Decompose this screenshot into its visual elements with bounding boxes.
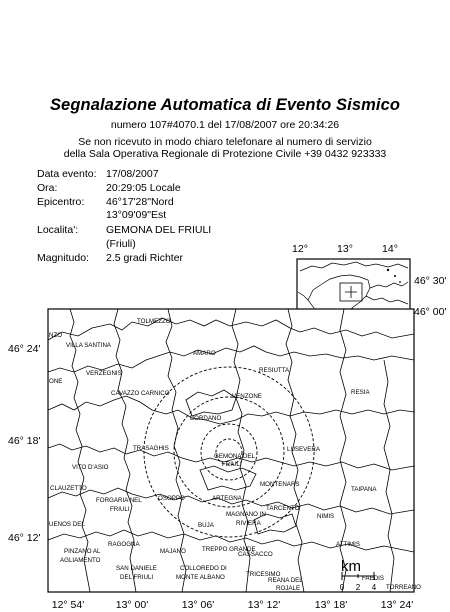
lat-tick: 46° 12' <box>8 532 41 544</box>
inset-lon-tick: 14° <box>382 243 398 255</box>
inset-lon-tick: 13° <box>337 243 353 255</box>
town-label: AGLIAMENTO <box>60 557 101 564</box>
lat-tick: 46° 18' <box>8 435 41 447</box>
longitude-ticks <box>52 599 413 611</box>
report-number: numero 107#4070.1 del 17/08/2007 ore 20:34:26 <box>110 119 340 131</box>
town-label: CAVAZZO CARNICO <box>111 390 170 397</box>
event-date-value: 17/08/2007 <box>106 168 159 180</box>
contact-notice-line-2: della Sala Operativa Regionale di Protezione Civile +39 0432 923333 <box>63 148 387 160</box>
lon-tick: 13° 24' <box>380 599 414 611</box>
town-label: DEL FRIULI <box>120 574 154 581</box>
scale-label: 2 <box>355 583 361 592</box>
town-label: ATTIMIS <box>336 541 360 548</box>
town-label: RESIA <box>351 389 370 396</box>
town-label: ROJALE <box>276 585 301 592</box>
lon-tick: 13° 12' <box>247 599 281 611</box>
town-label: TORREANO <box>386 584 421 591</box>
town-label: AMARO <box>193 350 216 357</box>
town-label: PINZANO AL <box>64 548 101 555</box>
locality-value: GEMONA DEL FRIULI <box>106 224 212 236</box>
magnitude-value: 2.5 gradi Richter <box>106 252 184 264</box>
town-label: TRICESIMO <box>246 571 281 578</box>
epicenter-longitude: 13°09'09"Est <box>106 209 167 221</box>
town-label: NZO <box>49 332 63 339</box>
town-label: VILLA SANTINA <box>66 342 112 349</box>
town-label: VERZEGNIS <box>86 370 122 377</box>
town-label: TAIPANA <box>351 486 377 493</box>
report-title: Segnalazione Automatica di Evento Sismico <box>49 96 401 114</box>
contact-notice-line-1: Se non ricevuto in modo chiaro telefonare al numero di servizio <box>78 136 372 148</box>
town-label: FRIULI <box>110 506 130 513</box>
town-label: MONTE ALBANO <box>176 574 225 581</box>
town-label: MAGNANO IN <box>226 511 266 518</box>
lon-tick: 13° 00' <box>115 599 149 611</box>
event-date-label: Data evento: <box>37 168 97 180</box>
epicenter-label: Epicentro: <box>37 196 85 208</box>
lon-tick: 13° 06' <box>181 599 215 611</box>
town-label: MAJANO <box>160 548 186 555</box>
event-time-value: 20:29:05 Locale <box>106 182 181 194</box>
town-label: VITO D'ASIO <box>72 464 109 471</box>
town-label: OSOPPO <box>158 495 185 502</box>
town-label: CASSACCO <box>238 551 273 558</box>
town-label: BUJA <box>198 522 214 529</box>
town-label: FAEDIS <box>362 575 385 582</box>
town-label: RIVIERA <box>236 520 261 527</box>
town-label: RESIUTTA <box>259 367 290 374</box>
town-label: TRASAGHIS <box>133 445 169 452</box>
lon-tick: 13° 18' <box>314 599 348 611</box>
town-label: FRIULI <box>222 461 242 468</box>
town-label: VENZONE <box>232 393 262 400</box>
town-label: SAN DANIELE <box>116 565 157 572</box>
town-label: BORDANO <box>190 415 222 422</box>
inset-lat-tick: 46° 30' <box>414 275 447 287</box>
magnitude-label: Magnitudo: <box>37 252 89 264</box>
town-label: ARTEGNA <box>212 495 242 502</box>
locality-province: (Friuli) <box>106 238 136 250</box>
scale-unit: km <box>341 558 361 575</box>
lon-tick: 12° 54' <box>51 599 85 611</box>
scale-label: 4 <box>371 583 377 592</box>
inset-lat-tick: 46° 00' <box>414 306 447 318</box>
town-label: ONE <box>49 378 63 385</box>
town-label: UENOS DEL <box>49 521 85 528</box>
town-label: REANA DEL <box>268 577 303 584</box>
town-label: FORGARIA NEL <box>96 497 142 504</box>
lat-tick: 46° 24' <box>8 343 41 355</box>
town-label: RAGOGNA <box>108 541 140 548</box>
epicenter-latitude: 46°17'28"Nord <box>106 196 174 208</box>
town-label: TARCENTO <box>266 505 300 512</box>
town-label: MONTENARS <box>260 481 300 488</box>
town-label: CLAUZETTO <box>50 485 87 492</box>
scale-label: 0 <box>339 583 345 592</box>
town-label: GEMONA DEL <box>214 453 255 460</box>
inset-lon-tick: 12° <box>292 243 308 255</box>
town-label: LUSEVERA <box>287 446 321 453</box>
latitude-ticks <box>8 343 40 544</box>
event-time-label: Ora: <box>37 182 58 194</box>
town-label: TREPPO GRANDE <box>202 546 256 553</box>
locality-label: Localita': <box>37 224 79 236</box>
town-label: TOLMEZZO <box>137 318 171 325</box>
town-label: NIMIS <box>317 513 335 520</box>
town-label: COLLOREDO DI <box>180 565 227 572</box>
